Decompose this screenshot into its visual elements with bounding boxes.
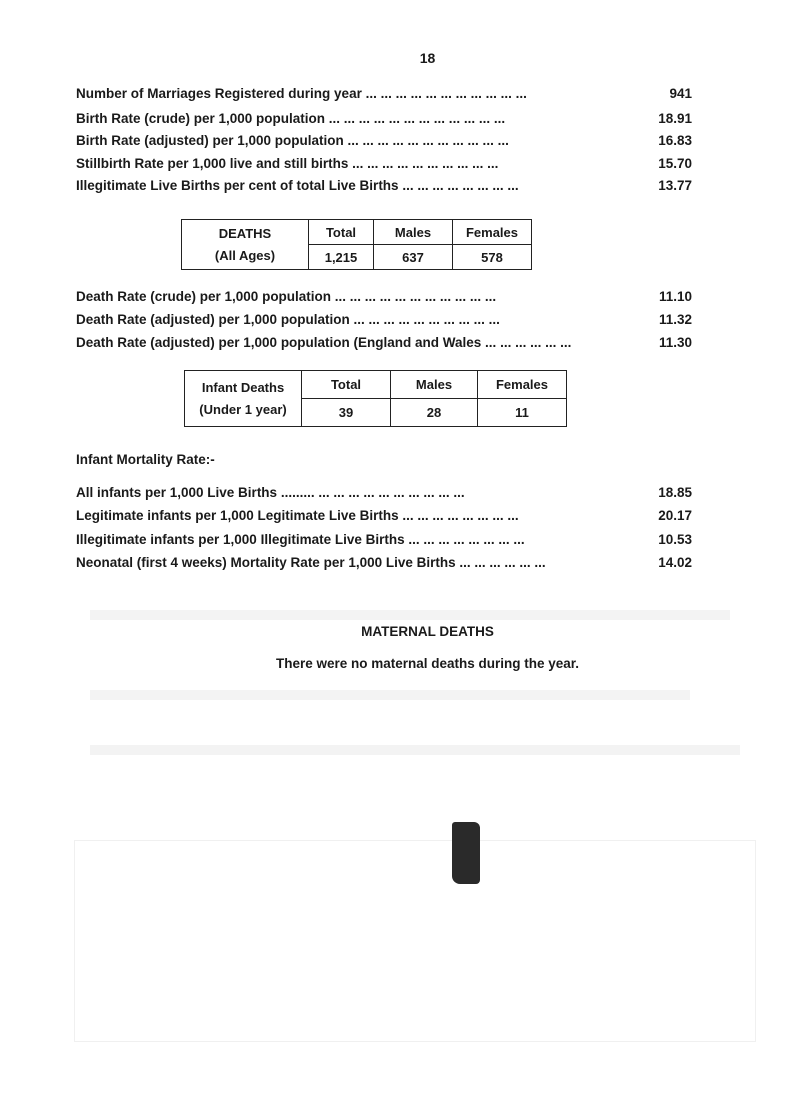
infant-all-row [76,485,692,500]
infant-deaths-table [184,370,567,427]
infant-heading-line-2: (Under 1 year) [199,401,287,417]
infant-heading-line-1: Infant Deaths [201,379,285,395]
infant-illegitimate-row [76,532,692,547]
stat-value: 20.17 [658,508,692,523]
death-rate-adjusted-row [76,312,692,327]
infant-legitimate-row [76,508,692,523]
stat-value: 10.53 [658,532,692,547]
deaths-females-value: 578 [453,245,532,270]
stat-value: 18.85 [658,485,692,500]
illegitimate-births-row [76,178,692,193]
stat-label: Birth Rate (crude) per 1,000 population ... ... ... ... ... ... ... ... ... ... ... ... [76,111,506,126]
maternal-deaths-heading: MATERNAL DEATHS [361,624,494,639]
infant-header-males: Males [391,371,478,399]
stat-label: Neonatal (first 4 weeks) Mortality Rate per 1,000 Live Births ... ... ... ... ... ... [76,555,546,570]
infant-total-value: 39 [302,399,391,427]
marriages-registered-row [76,86,692,101]
stillbirth-rate-row [76,156,692,171]
infant-header-females: Females [478,371,567,399]
stat-label: Illegitimate infants per 1,000 Illegitimate Live Births ... ... ... ... ... ... ... ... [76,532,525,547]
stat-label: Death Rate (adjusted) per 1,000 population (England and Wales ... ... ... ... ... ... [76,335,572,350]
stat-label: Number of Marriages Registered during year ... ... ... ... ... ... ... ... ... ... ... [76,86,527,101]
deaths-header-females: Females [453,220,532,245]
maternal-deaths-text: There were no maternal deaths during the year. [275,656,580,671]
stat-value: 18.91 [658,111,692,126]
death-rate-crude-row [76,289,692,304]
deaths-heading-line-2: (All Ages) [214,247,276,263]
deaths-males-value: 637 [374,245,453,270]
ink-blot [452,822,480,884]
stat-label: Death Rate (crude) per 1,000 population ... ... ... ... ... ... ... ... ... ... ... [76,289,497,304]
show-through-line [90,745,740,755]
show-through-line [90,610,730,620]
deaths-header-males: Males [374,220,453,245]
stat-label: Birth Rate (adjusted) per 1,000 population ... ... ... ... ... ... ... ... ... ... ... [76,133,509,148]
stat-label: Stillbirth Rate per 1,000 live and still births ... ... ... ... ... ... ... ... ... ... [76,156,499,171]
stat-value: 11.10 [658,289,692,304]
infant-row-heading [185,371,302,427]
deaths-total-value: 1,215 [309,245,374,270]
infant-males-value: 28 [391,399,478,427]
deaths-heading-line-1: DEATHS [218,225,272,241]
stat-label: All infants per 1,000 Live Births ......... ... ... ... ... ... ... ... ... ... ... [76,485,465,500]
deaths-header-total: Total [309,220,374,245]
show-through-line [90,690,690,700]
stat-value: 15.70 [658,156,692,171]
stat-value: 13.77 [658,178,692,193]
infant-females-value: 11 [478,399,567,427]
stat-value: 16.83 [658,133,692,148]
stat-value: 11.32 [658,312,692,327]
show-through-table [74,840,756,1042]
neonatal-mortality-row [76,555,692,570]
infant-header-total: Total [302,371,391,399]
stat-value: 11.30 [658,335,692,350]
death-rate-england-wales-row [76,335,692,350]
stat-label: Death Rate (adjusted) per 1,000 population ... ... ... ... ... ... ... ... ... ... [76,312,500,327]
stat-label: Illegitimate Live Births per cent of total Live Births ... ... ... ... ... ... ... ... [76,178,519,193]
stat-value: 941 [669,86,692,101]
birth-rate-adjusted-row [76,133,692,148]
stat-value: 14.02 [658,555,692,570]
birth-rate-crude-row [76,111,692,126]
deaths-row-heading [182,220,309,270]
deaths-table [181,219,532,270]
page-number: 18 [419,50,436,66]
infant-mortality-heading: Infant Mortality Rate:- [76,452,215,467]
stat-label: Legitimate infants per 1,000 Legitimate Live Births ... ... ... ... ... ... ... ... [76,508,519,523]
